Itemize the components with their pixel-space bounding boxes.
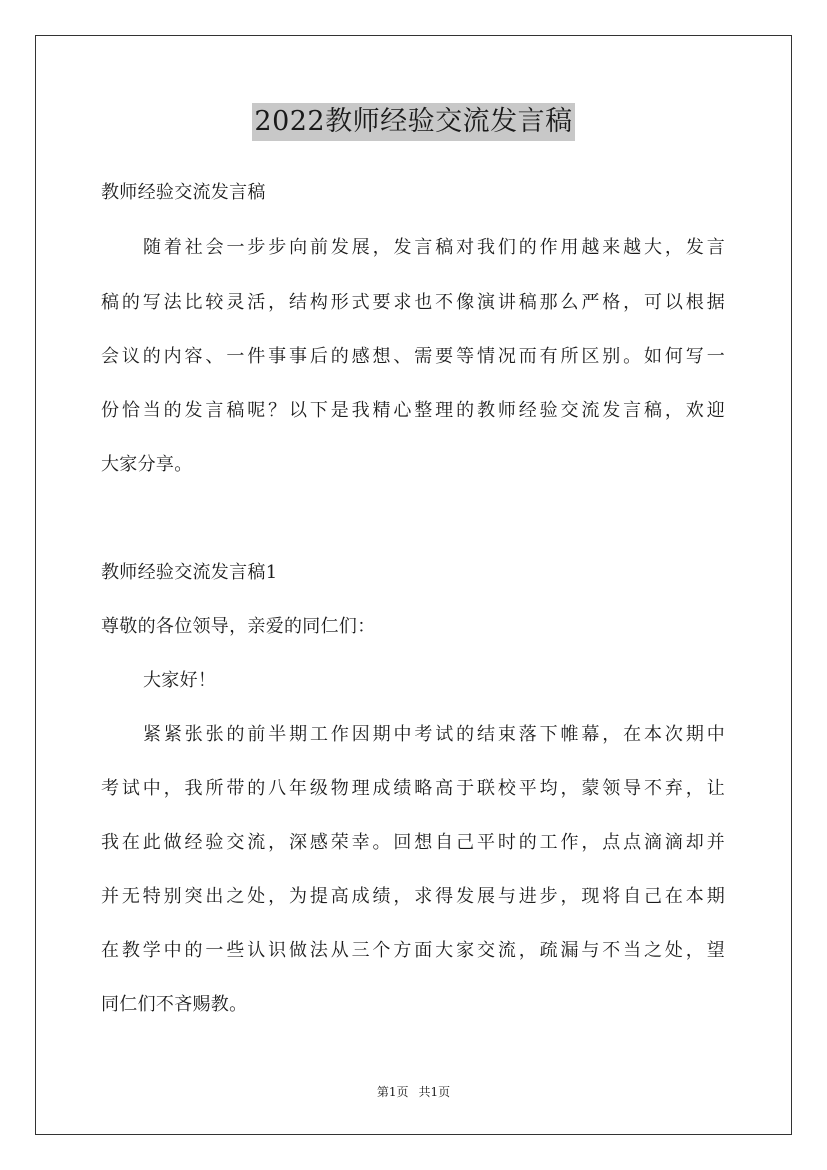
body-line: 同仁们不吝赐教。 [101, 994, 248, 1015]
intro-line: 稿的写法比较灵活，结构形式要求也不像演讲稿那么严格，可以根据 [101, 292, 725, 313]
salutation: 尊敬的各位领导，亲爱的同仁们： [101, 616, 376, 637]
document-title-block [0, 103, 827, 141]
page-number-total: 共1页 [418, 1085, 451, 1099]
section-heading: 教师经验交流发言稿1 [101, 562, 278, 583]
intro-line: 大家分享。 [101, 454, 193, 475]
intro-line: 会议的内容、一件事事后的感想、需要等情况而有所区别。如何写一 [101, 346, 725, 367]
page-number-current: 第1页 [376, 1085, 409, 1099]
intro-line: 份恰当的发言稿呢？以下是我精心整理的教师经验交流发言稿，欢迎 [101, 400, 725, 421]
greeting: 大家好！ [143, 670, 217, 691]
body-line: 我在此做经验交流，深感荣幸。回想自己平时的工作，点点滴滴却并 [101, 832, 725, 853]
body-line: 考试中，我所带的八年级物理成绩略高于联校平均，蒙领导不弃，让 [101, 778, 725, 799]
body-line: 在教学中的一些认识做法从三个方面大家交流，疏漏与不当之处，望 [101, 940, 725, 961]
document-title: 2022教师经验交流发言稿 [252, 103, 574, 141]
document-subtitle: 教师经验交流发言稿 [101, 182, 266, 203]
body-line: 并无特别突出之处，为提高成绩，求得发展与进步，现将自己在本期 [101, 886, 725, 907]
body-line: 紧紧张张的前半期工作因期中考试的结束落下帷幕，在本次期中 [143, 724, 725, 745]
intro-line: 随着社会一步步向前发展，发言稿对我们的作用越来越大，发言 [143, 237, 725, 258]
page-footer [0, 1084, 827, 1100]
